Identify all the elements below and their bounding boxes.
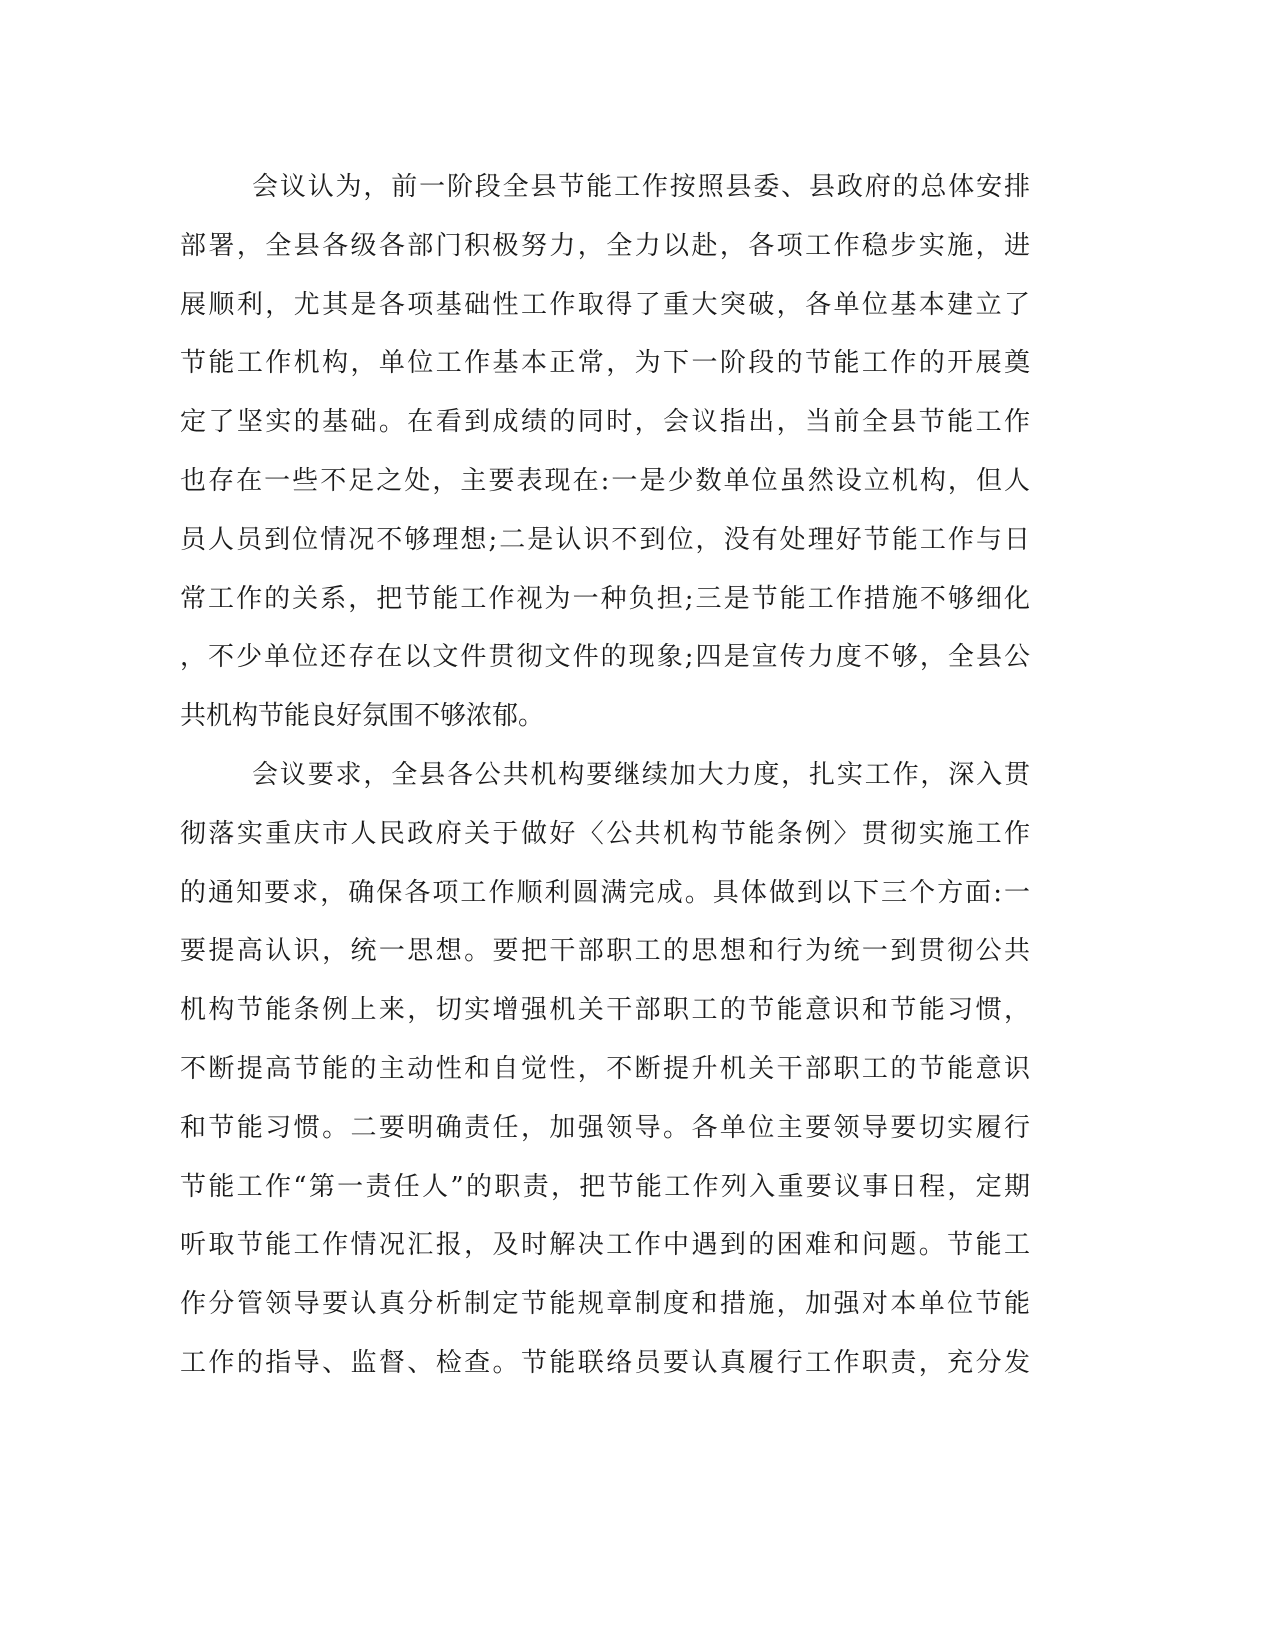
paragraph-1: [180, 158, 1030, 746]
text-line: 也存在一些不足之处，主要表现在:一是少数单位虽然设立机构，但人: [180, 465, 1030, 496]
text-line: 常工作的关系，把节能工作视为一种负担;三是节能工作措施不够细化: [180, 583, 1030, 614]
text-line: 定了坚实的基础。在看到成绩的同时，会议指出，当前全县节能工作: [180, 407, 1030, 438]
text-line: 听取节能工作情况汇报，及时解决工作中遇到的困难和问题。节能工: [180, 1230, 1030, 1261]
text-line: 作分管领导要认真分析制定节能规章制度和措施，加强对本单位节能: [180, 1289, 1030, 1320]
text-line: ，不少单位还存在以文件贯彻文件的现象;四是宣传力度不够，全县公: [180, 642, 1030, 673]
text-line: 员人员到位情况不够理想;二是认识不到位，没有处理好节能工作与日: [180, 524, 1030, 555]
text-line: 的通知要求，确保各项工作顺利圆满完成。具体做到以下三个方面:一: [180, 877, 1030, 908]
text-line: 要提高认识，统一思想。要把干部职工的思想和行为统一到贯彻公共: [180, 936, 1030, 967]
text-line: 和节能习惯。二要明确责任，加强领导。各单位主要领导要切实履行: [180, 1112, 1030, 1143]
text-line: 展顺利，尤其是各项基础性工作取得了重大突破，各单位基本建立了: [180, 289, 1030, 320]
text-line: 会议要求，全县各公共机构要继续加大力度，扎实工作，深入贯: [252, 759, 1030, 790]
text-line: 部署，全县各级各部门积极努力，全力以赴，各项工作稳步实施，进: [180, 230, 1030, 261]
paragraph-2: [180, 746, 1030, 1393]
text-line: 机构节能条例上来，切实增强机关干部职工的节能意识和节能习惯，: [180, 995, 1030, 1026]
text-line: 不断提高节能的主动性和自觉性，不断提升机关干部职工的节能意识: [180, 1053, 1030, 1084]
text-line: 节能工作机构，单位工作基本正常，为下一阶段的节能工作的开展奠: [180, 348, 1030, 379]
text-line: 共机构节能良好氛围不够浓郁。: [180, 701, 545, 732]
text-line: 会议认为，前一阶段全县节能工作按照县委、县政府的总体安排: [252, 172, 1030, 202]
text-line: 节能工作“第一责任人”的职责，把节能工作列入重要议事日程，定期: [180, 1171, 1030, 1202]
document-body: [180, 158, 1030, 1393]
text-line: 彻落实重庆市人民政府关于做好〈公共机构节能条例〉贯彻实施工作: [180, 818, 1030, 849]
text-line: 工作的指导、监督、检查。节能联络员要认真履行工作职责，充分发: [180, 1347, 1030, 1378]
